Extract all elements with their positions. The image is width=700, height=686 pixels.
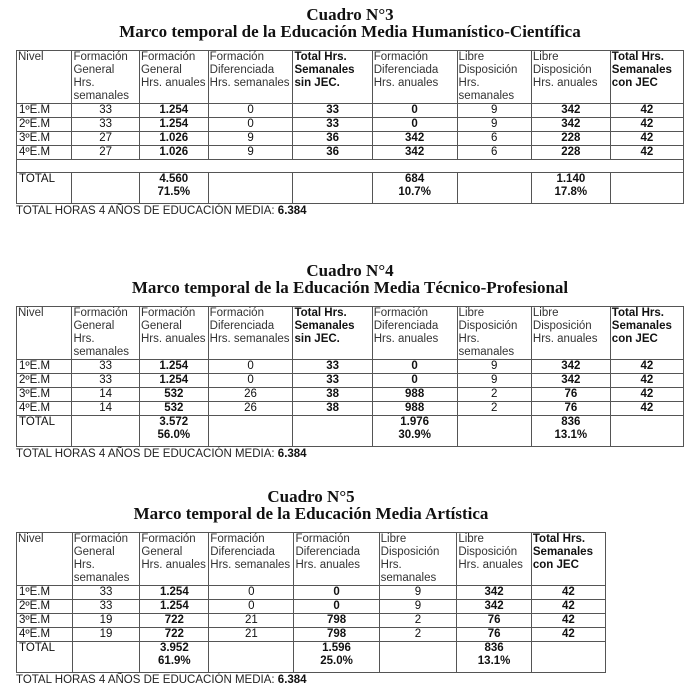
column-header: Formación Diferenciada Hrs. anuales [294,533,379,586]
table-cell: 342 [457,600,532,614]
column-header: Total Hrs. Semanales con JEC [531,533,605,586]
table-row [17,600,606,614]
table-cell: 42 [610,402,683,416]
total-label: TOTAL [17,173,72,204]
table-cell: 9 [457,104,531,118]
total-cell: 1.140 17.8% [531,173,610,204]
column-header: Formación General Hrs. semanales [72,51,140,104]
column-header: Formación Diferenciada Hrs. semanales [208,51,293,104]
total-cell [531,642,605,673]
row-label: 2ºE.M [17,600,73,614]
table-cell: 19 [72,614,140,628]
row-label: 3ºE.M [17,388,72,402]
table-cell: 342 [531,104,610,118]
table-cell: 0 [208,360,293,374]
table-cell: 42 [531,586,605,600]
table-cell: 9 [457,118,531,132]
total-row [17,173,684,204]
total-cell: 1.596 25.0% [294,642,379,673]
table-cell: 1.254 [140,600,209,614]
table-cell: 342 [531,374,610,388]
table-cell: 36 [293,132,372,146]
footer-value: 6.384 [277,448,307,460]
table-cell: 1.254 [139,118,208,132]
table-cell: 14 [72,388,140,402]
column-header: Libre Disposición Hrs. anuales [457,533,532,586]
table-cell: 42 [610,374,683,388]
column-header: Nivel [17,307,72,360]
table-cell: 42 [531,600,605,614]
header-row [17,51,684,104]
table-cell: 9 [208,146,293,160]
table-cell: 42 [531,614,605,628]
table-cell: 342 [531,360,610,374]
total-cell: 836 13.1% [457,642,532,673]
table-cell: 38 [293,388,372,402]
column-header: Formación General Hrs. semanales [72,533,140,586]
table-cell: 342 [531,118,610,132]
table-cell: 988 [372,402,457,416]
column-header: Formación General Hrs. anuales [139,307,208,360]
column-header: Formación Diferenciada Hrs. semanales [209,533,294,586]
table-cell: 19 [72,628,140,642]
table-cell: 36 [293,146,372,160]
table-cell: 9 [379,600,457,614]
table-cell: 21 [209,628,294,642]
total-hours-footer [16,448,684,460]
table-cell: 722 [140,614,209,628]
column-header: Formación General Hrs. anuales [140,533,209,586]
data-table [16,306,684,447]
total-cell: 3.952 61.9% [140,642,209,673]
table-cell: 1.026 [139,132,208,146]
table-row [17,628,606,642]
table-cell: 76 [531,402,610,416]
total-row [17,642,606,673]
empty-cell [17,160,684,173]
total-cell [293,416,372,447]
table-cell: 42 [610,104,683,118]
column-header: Libre Disposición Hrs. anuales [531,51,610,104]
table-cell: 33 [72,586,140,600]
table-cell: 33 [72,600,140,614]
total-row [17,416,684,447]
total-cell: 1.976 30.9% [372,416,457,447]
total-cell [72,642,140,673]
footer-label: TOTAL HORAS 4 AÑOS DE EDUCACIÓN MEDIA: [16,448,278,460]
total-cell [457,416,531,447]
cuadro-4 [16,262,684,460]
table-cell: 9 [457,360,531,374]
column-header: Formación General Hrs. anuales [139,51,208,104]
table-cell: 42 [531,628,605,642]
empty-row [17,160,684,173]
total-cell: 4.560 71.5% [139,173,208,204]
row-label: 4ºE.M [17,146,72,160]
table-cell: 1.254 [139,374,208,388]
table-cell: 2 [457,402,531,416]
row-label: 2ºE.M [17,118,72,132]
table-row [17,614,606,628]
total-cell [72,416,140,447]
table-cell: 0 [372,104,457,118]
row-label: 1ºE.M [17,586,73,600]
table-cell: 33 [293,104,372,118]
table-row [17,146,684,160]
table-cell: 33 [293,374,372,388]
table-cell: 6 [457,132,531,146]
table-row [17,388,684,402]
header-row [17,307,684,360]
table-cell: 33 [293,118,372,132]
total-cell: 836 13.1% [531,416,610,447]
table-subtitle: Marco temporal de la Educación Media Técnico-Profesional [131,278,569,297]
table-cell: 798 [294,614,379,628]
table-cell: 33 [72,374,140,388]
table-cell: 33 [72,118,140,132]
table-cell: 228 [531,146,610,160]
column-header: Nivel [17,533,73,586]
table-cell: 42 [610,132,683,146]
row-label: 1ºE.M [17,360,72,374]
cuadro-5 [16,488,606,686]
table-cell: 1.254 [139,104,208,118]
row-label: 4ºE.M [17,402,72,416]
row-label: 4ºE.M [17,628,73,642]
table-cell: 0 [294,600,379,614]
table-cell: 27 [72,132,140,146]
table-cell: 26 [208,388,293,402]
table-cell: 14 [72,402,140,416]
table-cell: 0 [209,600,294,614]
total-cell [208,173,293,204]
table-cell: 1.254 [140,586,209,600]
table-cell: 0 [294,586,379,600]
table-cell: 9 [379,586,457,600]
column-header: Nivel [17,51,72,104]
column-header: Total Hrs. Semanales con JEC [610,307,683,360]
column-header: Total Hrs. Semanales sin JEC. [293,307,372,360]
table-cell: 33 [72,360,140,374]
table-row [17,118,684,132]
table-cell: 532 [139,388,208,402]
header-row [17,533,606,586]
table-row [17,586,606,600]
total-cell [610,416,683,447]
table-cell: 342 [457,586,532,600]
table-cell: 988 [372,388,457,402]
table-cell: 0 [372,360,457,374]
footer-label: TOTAL HORAS 4 AÑOS DE EDUCACIÓN MEDIA: [16,205,278,217]
column-header: Libre Disposición Hrs. semanales [379,533,457,586]
table-title: Cuadro N°3 [306,5,394,24]
table-cell: 0 [372,118,457,132]
table-row [17,374,684,388]
table-cell: 76 [457,628,532,642]
table-row [17,104,684,118]
table-title: Cuadro N°5 [267,487,355,506]
total-cell [379,642,457,673]
table-cell: 27 [72,146,140,160]
table-cell: 76 [531,388,610,402]
table-cell: 532 [139,402,208,416]
table-cell: 6 [457,146,531,160]
table-cell: 1.254 [139,360,208,374]
total-cell [457,173,531,204]
footer-value: 6.384 [277,674,307,686]
table-row [17,132,684,146]
table-cell: 2 [379,628,457,642]
table-cell: 38 [293,402,372,416]
table-cell: 42 [610,388,683,402]
data-table [16,50,684,204]
column-header: Formación General Hrs. semanales [72,307,140,360]
table-cell: 0 [209,586,294,600]
total-cell: 3.572 56.0% [139,416,208,447]
table-cell: 9 [457,374,531,388]
table-title: Cuadro N°4 [306,261,394,280]
table-cell: 798 [294,628,379,642]
total-hours-footer [16,205,684,217]
table-cell: 342 [372,146,457,160]
footer-label: TOTAL HORAS 4 AÑOS DE EDUCACIÓN MEDIA: [16,674,278,686]
column-header: Formación Diferenciada Hrs. semanales [208,307,293,360]
total-label: TOTAL [17,642,73,673]
table-cell: 342 [372,132,457,146]
column-header: Formación Diferenciada Hrs. anuales [372,307,457,360]
column-header: Formación Diferenciada Hrs. anuales [372,51,457,104]
column-header: Total Hrs. Semanales con JEC [610,51,683,104]
table-row [17,360,684,374]
table-cell: 9 [208,132,293,146]
table-cell: 722 [140,628,209,642]
total-cell [209,642,294,673]
table-cell: 33 [72,104,140,118]
table-cell: 1.026 [139,146,208,160]
total-cell: 684 10.7% [372,173,457,204]
table-cell: 2 [379,614,457,628]
column-header: Libre Disposición Hrs. semanales [457,307,531,360]
table-row [17,402,684,416]
data-table [16,532,606,673]
table-cell: 0 [208,374,293,388]
column-header: Total Hrs. Semanales sin JEC. [293,51,372,104]
total-hours-footer [16,674,606,686]
table-cell: 76 [457,614,532,628]
column-header: Libre Disposición Hrs. anuales [531,307,610,360]
table-cell: 0 [208,104,293,118]
total-cell [610,173,683,204]
table-cell: 33 [293,360,372,374]
table-cell: 228 [531,132,610,146]
table-subtitle: Marco temporal de la Educación Media Humanístico-Científica [119,22,581,41]
column-header: Libre Disposición Hrs. semanales [457,51,531,104]
table-cell: 21 [209,614,294,628]
cuadro-3 [16,6,684,217]
table-cell: 42 [610,146,683,160]
total-cell [293,173,372,204]
row-label: 1ºE.M [17,104,72,118]
total-cell [72,173,140,204]
table-cell: 0 [208,118,293,132]
table-cell: 2 [457,388,531,402]
row-label: 3ºE.M [17,132,72,146]
total-cell [208,416,293,447]
table-cell: 42 [610,118,683,132]
total-label: TOTAL [17,416,72,447]
footer-value: 6.384 [277,205,307,217]
table-cell: 0 [372,374,457,388]
row-label: 2ºE.M [17,374,72,388]
row-label: 3ºE.M [17,614,73,628]
table-cell: 42 [610,360,683,374]
table-subtitle: Marco temporal de la Educación Media Artística [133,504,489,523]
table-cell: 26 [208,402,293,416]
